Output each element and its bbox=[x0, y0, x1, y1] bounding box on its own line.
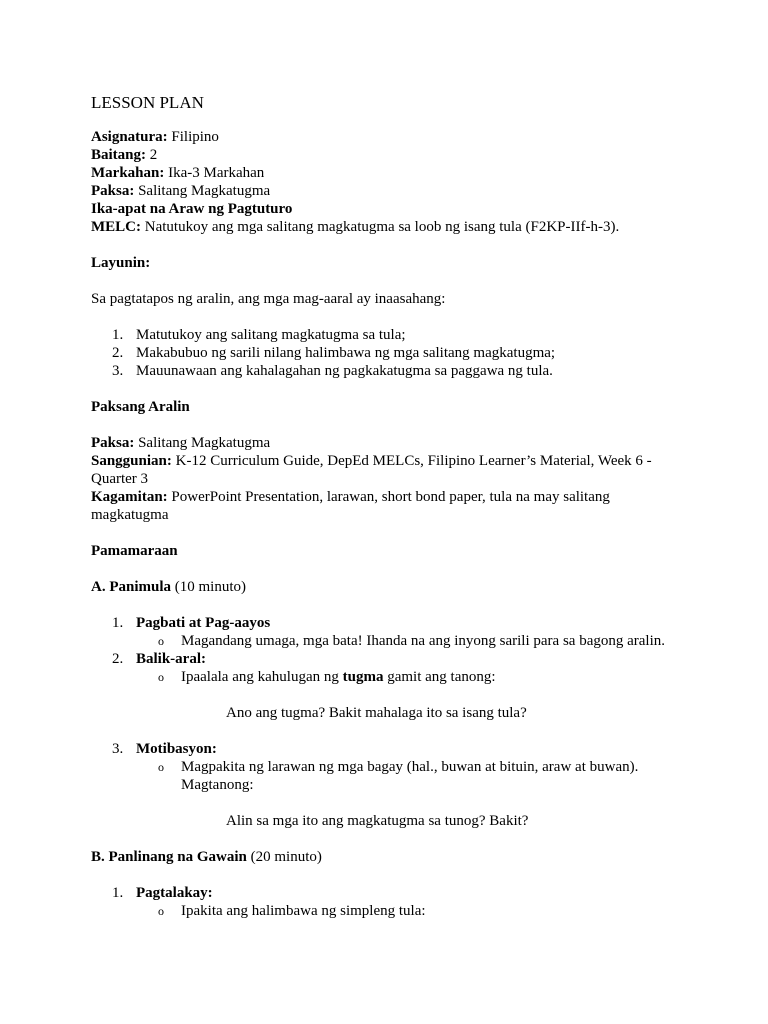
field-baitang: Baitang: 2 bbox=[91, 147, 158, 163]
field-kagamitan: Kagamitan: PowerPoint Presentation, larawan, short bond paper, tula na may salitang magkatugma bbox=[91, 489, 610, 523]
field-sanggunian: Sanggunian: K-12 Curriculum Guide, DepEd MELCs, Filipino Learner’s Material, Week 6 - Quarter 3 bbox=[91, 453, 652, 487]
question-text: Ano ang tugma? Bakit mahalaga ito sa isang tula? bbox=[226, 705, 527, 721]
list-item: 1. Pagtalakay: o Ipakita ang halimbawa ng simpleng tula: bbox=[91, 884, 678, 920]
paksang-aralin-heading: Paksang Aralin bbox=[91, 399, 190, 415]
pamamaraan-heading: Pamamaraan bbox=[91, 543, 178, 559]
list-item: 1. Matutukoy ang salitang magkatugma sa tula; bbox=[112, 327, 406, 343]
bullet-icon: o bbox=[158, 904, 164, 918]
list-item: 3. Mauunawaan ang kahalagahan ng pagkakatugma sa paggawa ng tula. bbox=[112, 363, 553, 379]
layunin-heading: Layunin: bbox=[91, 255, 151, 271]
list-item: 1. Pagbati at Pag-aayos o Magandang umaga, mga bata! Ihanda na ang inyong sarili para sa bagong aralin. bbox=[91, 614, 678, 650]
section-a-list-cont bbox=[91, 740, 678, 794]
question-text: Alin sa mga ito ang magkatugma sa tunog? Bakit? bbox=[226, 813, 529, 829]
field-day: Ika-apat na Araw ng Pagtuturo bbox=[91, 201, 293, 217]
bullet-icon: o bbox=[158, 760, 164, 774]
layunin-list bbox=[91, 326, 678, 380]
bullet-icon: o bbox=[158, 634, 164, 648]
field-melc: MELC: Natutukoy ang mga salitang magkatugma sa loob ng isang tula (F2KP-IIf-h-3). bbox=[91, 219, 620, 235]
field-paksa: Paksa: Salitang Magkatugma bbox=[91, 183, 271, 199]
step-title: Pagtalakay: bbox=[136, 885, 213, 901]
section-a-title: A. Panimula (10 minuto) bbox=[91, 579, 247, 595]
step-title: Balik-aral: bbox=[136, 651, 206, 667]
section-b-title: B. Panlinang na Gawain (20 minuto) bbox=[91, 849, 322, 865]
sub-bullet-item: o Magpakita ng larawan ng mga bagay (hal., buwan at bituin, araw at buwan). Magtanong: bbox=[158, 759, 639, 793]
layunin-intro: Sa pagtatapos ng aralin, ang mga mag-aaral ay inaasahang: bbox=[91, 291, 446, 307]
section-a-list bbox=[91, 614, 678, 686]
section-b-list bbox=[91, 884, 678, 920]
step-title: Pagbati at Pag-aayos bbox=[136, 615, 271, 631]
header-fields bbox=[91, 128, 678, 236]
sub-bullet-item: o Ipaalala ang kahulugan ng tugma gamit ang tanong: bbox=[158, 669, 496, 685]
sub-bullet-item: o Magandang umaga, mga bata! Ihanda na ang inyong sarili para sa bagong aralin. bbox=[158, 633, 665, 649]
step-title: Motibasyon: bbox=[136, 741, 217, 757]
document-title: LESSON PLAN bbox=[91, 93, 204, 112]
list-item: 3. Motibasyon: o Magpakita ng larawan ng mga bagay (hal., buwan at bituin, araw at buwan). Magtanong: bbox=[91, 740, 678, 794]
sub-bullet-item: o Ipakita ang halimbawa ng simpleng tula: bbox=[158, 903, 426, 919]
list-item: 2. Balik-aral: o Ipaalala ang kahulugan ng tugma gamit ang tanong: bbox=[91, 650, 678, 686]
field-paksa-aralin: Paksa: Salitang Magkatugma bbox=[91, 435, 271, 451]
list-item: 2. Makabubuo ng sarili nilang halimbawa ng mga salitang magkatugma; bbox=[112, 345, 556, 361]
bullet-icon: o bbox=[158, 670, 164, 684]
field-markahan: Markahan: Ika-3 Markahan bbox=[91, 165, 265, 181]
field-asignatura: Asignatura: Filipino bbox=[91, 129, 219, 145]
